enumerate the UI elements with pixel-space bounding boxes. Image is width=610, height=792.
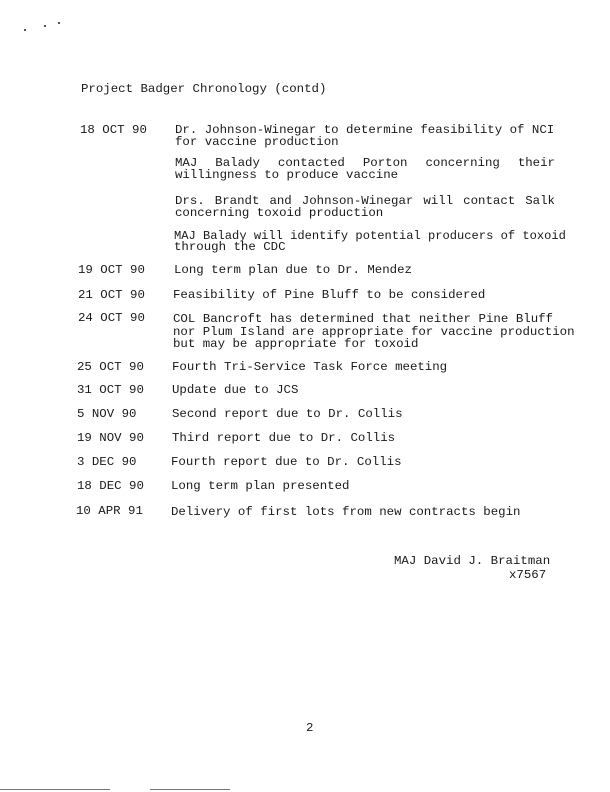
entry-text: Feasibility of Pine Bluff to be considered xyxy=(173,288,486,302)
entry-text: for vaccine production xyxy=(175,135,339,149)
entry-text: COL Bancroft has determined that neither Pine Bluff xyxy=(173,312,553,326)
entry-text: Update due to JCS xyxy=(172,383,299,397)
page-title: Project Badger Chronology (contd) xyxy=(81,82,327,96)
entry-date: 21 OCT 90 xyxy=(78,288,145,302)
entry-text: Dr. Johnson-Winegar to determine feasibility of NCI xyxy=(175,123,555,137)
entry-text: but may be appropriate for toxoid xyxy=(173,337,419,351)
entry-date: 18 DEC 90 xyxy=(77,479,144,493)
entry-date: 18 OCT 90 xyxy=(80,123,147,137)
entry-text: through the CDC xyxy=(174,240,286,254)
page-number: 2 xyxy=(306,721,314,735)
signature-extension: x7567 xyxy=(509,568,547,582)
entry-date: 3 DEC 90 xyxy=(77,455,137,469)
entry-date: 24 OCT 90 xyxy=(78,311,145,325)
entry-text: Delivery of first lots from new contracts begin xyxy=(171,505,521,519)
entry-text: Second report due to Dr. Collis xyxy=(172,407,403,421)
entry-date: 19 OCT 90 xyxy=(78,263,145,277)
entry-text: Fourth Tri-Service Task Force meeting xyxy=(172,360,448,374)
entry-date: 19 NOV 90 xyxy=(77,431,144,445)
entry-date: 10 APR 91 xyxy=(76,504,143,518)
entry-text: MAJ Balady contacted Porton concerning their xyxy=(175,156,555,170)
scan-edge-line xyxy=(0,789,110,790)
entry-text: willingness to produce vaccine xyxy=(175,168,399,182)
entry-text: MAJ Balady will identify potential producers of toxoid xyxy=(174,229,566,243)
scan-speck xyxy=(44,25,46,27)
entry-text: nor Plum Island are appropriate for vaccine production xyxy=(173,325,575,339)
entry-date: 31 OCT 90 xyxy=(77,383,144,397)
scan-speck xyxy=(58,22,60,24)
entry-date: 5 NOV 90 xyxy=(77,407,137,421)
entry-text: Fourth report due to Dr. Collis xyxy=(171,455,402,469)
entry-text: Long term plan due to Dr. Mendez xyxy=(174,263,412,277)
entry-date: 25 OCT 90 xyxy=(77,360,144,374)
entry-text: Long term plan presented xyxy=(171,479,350,493)
entry-text: Third report due to Dr. Collis xyxy=(172,431,396,445)
scan-edge-line xyxy=(150,789,230,790)
signature-name: MAJ David J. Braitman xyxy=(394,554,551,568)
entry-text: Drs. Brandt and Johnson-Winegar will contact Salk xyxy=(175,194,555,208)
scan-speck xyxy=(24,29,26,31)
entry-text: concerning toxoid production xyxy=(175,206,384,220)
